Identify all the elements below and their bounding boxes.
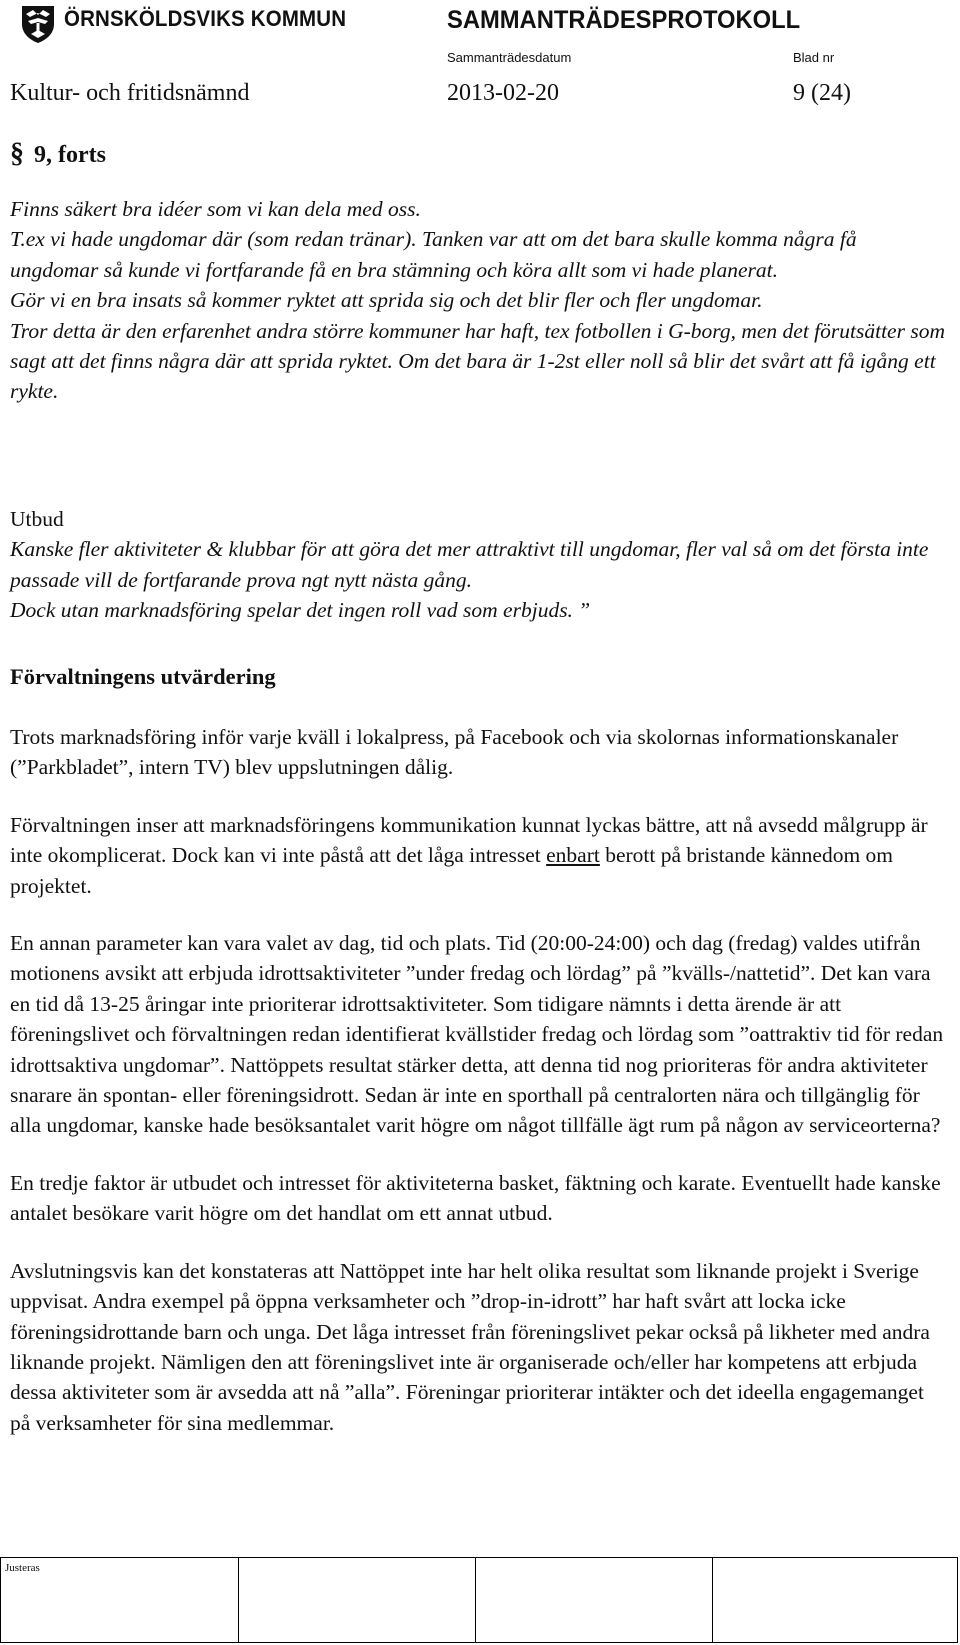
municipality-crest-icon (20, 4, 56, 44)
meeting-date-label: Sammanträdesdatum (447, 50, 572, 65)
evaluation-paragraph: Avslutningsvis kan det konstateras att Nattöppet inte har helt olika resultat som liknande projekt i Sverige uppvisat. Andra exempel på öppna verksamheter och ”drop-in-idrott” har haft svårt att locka icke föreningsidrottande barn och unga. Det låga intresset från föreningslivet pekar också på likheter med andra liknande projekt. Nämligen den att föreningslivet inte är organiserade och/eller har kompetens att erbjuda dessa aktiviteter som är avsedda att nå ”alla”. Föreningar prioriterar intäkter och det ideella engagemanget på verksamheter för sina medlemmar. (10, 1258, 930, 1435)
committee-name: Kultur- och fritidsnämnd (10, 80, 250, 106)
quote-line: Finns säkert bra idéer som vi kan dela med oss. (10, 197, 421, 221)
section-heading-text: 9, forts (34, 142, 106, 168)
evaluation-text: berott på bristande kännedom om projektet. (10, 843, 894, 898)
meeting-date-value: 2013-02-20 (447, 80, 559, 106)
evaluation-text: Förvaltningen inser att marknadsföringens kommunikation kunnat lyckas bättre, att nå avsedd målgrupp är inte okomplicerat. Dock kan vi inte påstå att det låga intresset (10, 812, 928, 868)
page-number-label: Blad nr (793, 50, 835, 65)
justeras-label: Justeras (5, 1562, 40, 1574)
signature-divider (475, 1558, 476, 1642)
signature-divider (712, 1558, 713, 1642)
utbud-section (10, 504, 945, 626)
document-type-title: SAMMANTRÄDESPROTOKOLL (447, 6, 801, 34)
section-heading (10, 138, 106, 170)
utbud-label: Utbud (10, 507, 64, 531)
utbud-text: Dock utan marknadsföring spelar det ingen roll vad som erbjuds. ” (10, 598, 591, 623)
paragraph-symbol: § (10, 138, 24, 169)
quoted-feedback (10, 194, 945, 407)
quote-line: T.ex vi hade ungdomar där (som redan tränar). Tanken var att om det bara skulle komma några få ungdomar så kunde vi fortfarande få en bra stämning och köra allt som vi hade planerat. (10, 227, 857, 282)
page-number-value: 9 (24) (793, 80, 851, 106)
signature-divider (238, 1558, 239, 1642)
underlined-word: enbart (546, 843, 600, 868)
quote-line: Gör vi en bra insats så kommer ryktet att sprida sig och det blir fler och fler ungdomar. (10, 288, 763, 313)
evaluation-paragraph: En annan parameter kan vara valet av dag, tid och plats. Tid (20:00-24:00) och dag (fredag) valdes utifrån motionens avsikt att erbjuda idrottsaktiviteter ”under fredag och lördag” på ”kvälls-/nattetid”. Det kan vara en tid då 13-25 åringar inte prioriterar idrottsaktiviteter. Som tidigare nämnts i detta ärende är att föreningslivet och förvaltningen redan identifierat kvällstider fredag och lördag som ”oattraktiv tid för redan idrottsaktiva ungdomar”. Nattöppets resultat stärker detta, att denna tid nog prioriteras för andra aktiviteter snarare än spontan- eller föreningsidrott. Sedan är inte en sporthall på centralorten nära och tillgänglig för alla ungdomar, kanske hade besöksantalet varit högre om något tillfälle ägt rum på någon av serviceorterna? (10, 931, 944, 1138)
utbud-text: Kanske fler aktiviteter & klubbar för att göra det mer attraktivt till ungdomar, fler val så om det första inte passade vill de fortfarande prova ngt nytt nästa gång. (10, 537, 929, 592)
signature-box (0, 1557, 958, 1643)
organization-name: ÖRNSKÖLDSVIKS KOMMUN (64, 6, 347, 31)
quote-line: Tror detta är den erfarenhet andra större kommuner har haft, tex fotbollen i G-borg, men det förutsätter som sagt att det finns några där att sprida ryktet. Om det bara är 1-2st eller noll så blir det svårt att få igång ett rykte. (10, 318, 945, 404)
evaluation-paragraph (10, 810, 945, 901)
evaluation-paragraph: En tredje faktor är utbudet och intresset för aktiviteterna basket, fäktning och karate. Eventuellt hade kanske antalet besökare varit högre om det handlat om ett annat utbud. (10, 1170, 941, 1226)
evaluation-paragraph: Trots marknadsföring inför varje kväll i lokalpress, på Facebook och via skolornas informationskanaler (”Parkbladet”, intern TV) blev uppslutningen dålig. (10, 725, 899, 780)
evaluation-heading: Förvaltningens utvärdering (10, 664, 276, 689)
evaluation-body (10, 722, 945, 1438)
